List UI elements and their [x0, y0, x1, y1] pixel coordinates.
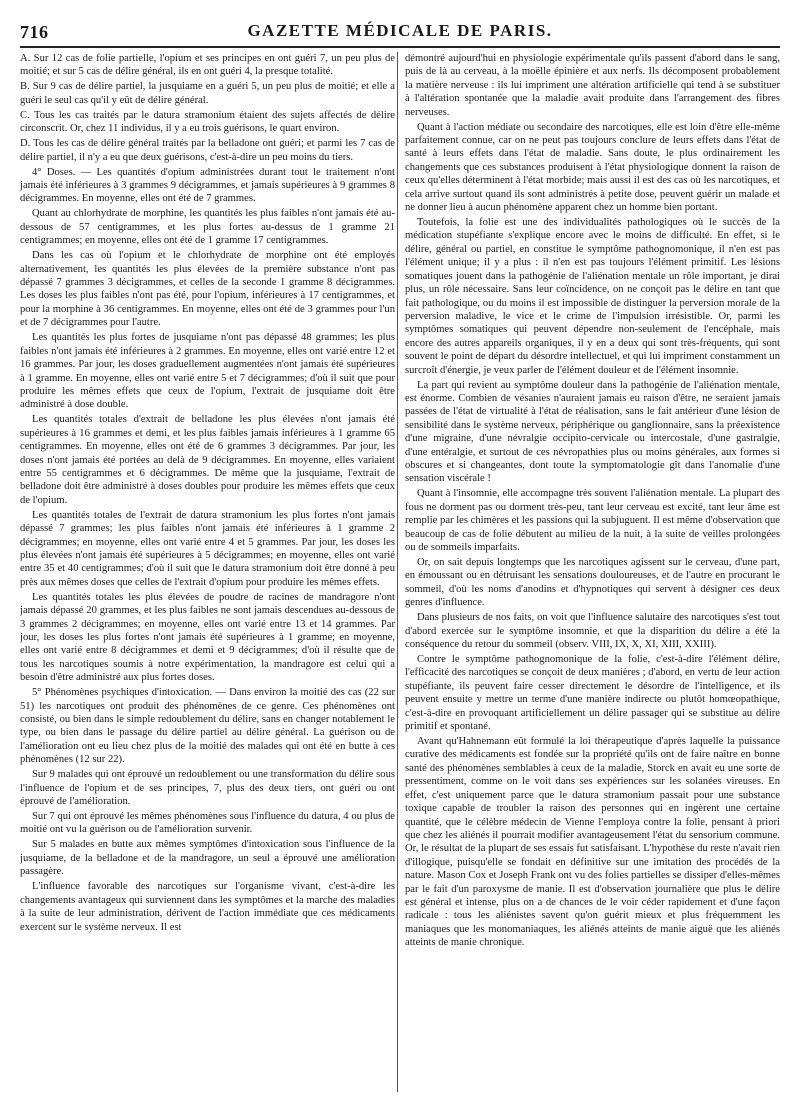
paragraph: démontré aujourd'hui en physiologie expérimentale qu'ils passent d'abord dans le sang, puis de là au cerveau, à la moëlle épinière et aux nerfs. Ils décomposent probablement la matière nerveuse : ils lui impriment une altération artificielle qui tend à se substituer à l'altération spontanée que la maladie avait produite dans l'arrangement des fibres nerveuses. [405, 53, 780, 118]
paragraph: Sur 5 malades en butte aux mêmes symptômes d'intoxication sous l'influence de la jusquiame, de la belladone et de la mandragore, un seul a éprouvé une amélioration passagère. [20, 839, 395, 878]
paragraph: C. Tous les cas traités par le datura stramonium étaient des sujets affectés de délire circonscrit. Or, chez 11 individus, il y a eu trois guérisons, le quart environ. [20, 109, 395, 135]
paragraph: Les quantités les plus fortes de jusquiame n'ont pas dépassé 48 grammes; les plus faibles n'ont jamais été inférieures à 2 grammes. En moyenne, elles ont varié entre 12 et 16 grammes. Par jour, les doses graduellement augmentées n'ont jamais été supérieures à 1 gramme. En moyenne, elles ont varié entre 5 et 7 décigrammes; d'où il suit que pour produire les mêmes effets que ceux de l'opium, l'extrait de jusquiame doit être administré à dose double. [20, 332, 395, 411]
paragraph: 4° Doses. — Les quantités d'opium administrées durant tout le traitement n'ont jamais été inférieures à 3 grammes 9 décigrammes, et jamais supérieures à 9 grammes 8 décigrammes. En moyenne, elles ont été de 7 grammes. [20, 166, 395, 205]
paragraph: Dans les cas où l'opium et le chlorhydrate de morphine ont été employés alternativement, les quantités les plus élevées de la première substance n'ont pas dépassé 7 grammes 3 décigrammes, et celles de la seconde 1 gramme 8 décigrammes. Les doses les plus faibles n'ont pas été, pour l'opium, inférieures à 17 centigrammes, et pour la morphine à 36 centigrammes. En moyenne, elles ont été de 3 grammes pour l'un et de 7 décigrammes pour l'autre. [20, 250, 395, 329]
paragraph: Quant à l'action médiate ou secondaire des narcotiques, elle est loin d'être elle-même parfaitement connue, car on ne peut pas toujours conclure de leurs effets dans l'état de santé à leurs effets dans l'état de maladie. Sans doute, le plus ordinairement les changements que ces substances produisent à l'état physiologique donnent la raison de ceux qu'elles déterminent à l'état morbide; mais aussi il est des cas où les narcotiques, et cela arrive surtout quand ils sont administrés à petite dose, peuvent guérir un malade et ne donner lieu à aucun phénomène apparent chez un homme bien portant. [405, 121, 780, 214]
paragraph: Les quantités totales les plus élevées de poudre de racines de mandragore n'ont jamais dépassé 20 grammes, et les plus faibles ne sont jamais descendues au-dessous de 3 grammes 2 décigrammes; en moyenne, elles ont varié entre 13 et 14 grammes. Par jour, les doses les plus fortes n'ont jamais été supérieures à 1 gramme; en moyenne, elles ont varié entre 8 décigrammes et demi et 9 décigrammes; d'où il résulte que de tous les narcotiques soumis à notre expérimentation, la mandragore est celui qui a besoin d'être administré aux plus fortes doses. [20, 591, 395, 684]
page-header [20, 14, 780, 44]
paragraph: Avant qu'Hahnemann eût formulé la loi thérapeutique d'après laquelle la puissance curative des médicaments est fondée sur la propriété qu'ils ont de faire naître en bonne santé des phénomènes semblables à ceux de la maladie, Storck en avait eu une sorte de pressentiment, comme on le voit dans ses expériences sur les solanées vireuses. En effet, c'est uniquement parce que le datura stramonium passait pour une substance toxique capable de troubler la raison des personnes qui en ingèrent une certaine quantité, que le célèbre médecin de Vienne l'employa contre la folie, pensant à priori que chez les aliénés il pourrait modifier avantageusement l'état du sensorium commune. Or, le résultat de la plupart de ses essais fut satisfaisant. L'hypothèse du reste n'avait rien d'illogique, puisqu'elle se fondait en définitive sur une imitation des procédés de la nature. Mason Cox et Joseph Frank ont vu des folies partielles se dissiper d'elles-mêmes par le fait d'un paroxysme de manie. Il est d'observation journalière que plus le délire est général et intense, plus on a de chances de le voir céder rapidement et d'une façon radicale : tous les aliénistes savent qu'on guérit mieux et plus fréquemment les maniaques que les monomaniaques, les aliénés atteints de manie aiguë que les aliénés atteints de manie chronique. [405, 736, 780, 949]
paragraph: Quant au chlorhydrate de morphine, les quantités les plus faibles n'ont jamais été au-dessous de 57 centigrammes, et les plus fortes au-dessus de 1 gramme 21 centigrammes; en moyenne, elles ont été de 1 gramme 17 centigrammes. [20, 208, 395, 247]
paragraph: Sur 7 qui ont éprouvé les mêmes phénomènes sous l'influence du datura, 4 ou plus de moitié ont vu la guérison ou de l'amélioration survenir. [20, 811, 395, 836]
paragraph: 5° Phénomènes psychiques d'intoxication. — Dans environ la moitié des cas (22 sur 51) les narcotiques ont produit des phénomènes de ce genre. Ces phénomènes ont consisté, ou bien dans le simple redoublement du délire, sans en changer notablement le type, ou bien dans le passage du délire partiel au délire général. La guérison ou de l'amélioration ont eu lieu chez plus de la moitié des malades qui ont été en butte à ces phénomènes (12 sur 22). [20, 687, 395, 766]
paragraph: Sur 9 malades qui ont éprouvé un redoublement ou une transformation du délire sous l'influence de l'opium et de ses principes, 7, plus des deux tiers, ont guéri ou ont éprouvé de l'amélioration. [20, 769, 395, 808]
paragraph: Toutefois, la folie est une des individualités pathologiques où le succès de la médication stupéfiante s'explique encore avec le moins de difficulté. En effet, si le délire, général ou partiel, en constitue le symptôme pathognomonique, il n'en est pas l'élément unique; il y a plus : il n'en est pas toujours l'élément primitif. Les lésions somatiques jouent dans la pathogénie de l'aliénation mentale un rôle important, je dirai plus, un rôle nécessaire. Sans leur coïncidence, on ne conçoit pas le délire en tant que fait pathologique, ou du moins il est impossible de distinguer la perversion morale de la perversion maladive, le vice et le crime de l'impulsion irrésistible. Or, parmi les symptômes somatiques qui peuvent dépendre non-seulement de l'encéphale, mais encore des autres appareils organiques, il y en a deux qui sont très-fréquents, qui sont souvent le point de départ du désordre intellectuel, et qui lui impriment constamment un surcroît d'énergie, je veux parler de l'élément douleur et de l'élément insomnie. [405, 217, 780, 376]
paragraph: Dans plusieurs de nos faits, on voit que l'influence salutaire des narcotiques s'est tout d'abord exercée sur le symptôme insomnie, et que la disparition du délire a été la conséquence du retour du sommeil (observ. VIII, IX, X, XI, XIII, XXIII). [405, 612, 780, 651]
paragraph: A. Sur 12 cas de folie partielle, l'opium et ses principes en ont guéri 7, un peu plus de moitié; et sur 5 cas de délire général, ils en ont guéri 4, la presque totalité. [20, 53, 395, 78]
page-number: 716 [20, 22, 49, 42]
paragraph: L'influence favorable des narcotiques sur l'organisme vivant, c'est-à-dire les changements avantageux qui surviennent dans les symptômes et la marche des maladies à la suite de leur administration, dérivent de l'action immédiate que ces médicaments exercent sur le système nerveux. Il est [20, 881, 395, 933]
paragraph: D. Tous les cas de délire général traités par la belladone ont guéri; et parmi les 7 cas de délire partiel, il n'y a eu que deux guérisons, c'est-à-dire un peu moins du tiers. [20, 138, 395, 163]
paragraph: Or, on sait depuis longtemps que les narcotiques agissent sur le cerveau, d'une part, en émoussant ou en détruisant les sensations douloureuses, et de l'autre en procurant le sommeil, d'où les noms d'anodins et d'hypnotiques qui servent à désigner ces deux genres d'influence. [405, 557, 780, 609]
right-column [405, 52, 780, 1092]
paragraph: Les quantités totales d'extrait de belladone les plus élevées n'ont jamais été supérieures à 16 grammes et demi, et les plus faibles jamais inférieures à 1 gramme 65 centigrammes. En moyenne, elles ont été de 6 grammes 3 décigrammes. Par jour, les doses n'ont jamais été portées au delà de 9 décigrammes. En moyenne, elles variaient entre 55 centigrammes et 6 décigrammes. De même que la jusquiame, l'extrait de belladone doit être administré à doses doubles pour produire les mêmes effets que ceux de l'opium. [20, 414, 395, 506]
paragraph: B. Sur 9 cas de délire partiel, la jusquiame en a guéri 5, un peu plus de moitié; et elle a guéri le seul cas qu'il y eût de délire général. [20, 81, 395, 106]
left-column [20, 52, 395, 1092]
paragraph: Les quantités totales de l'extrait de datura stramonium les plus fortes n'ont jamais dépassé 7 grammes; les plus faibles n'ont jamais été inférieures à 1 gramme 2 décigrammes; en moyenne, elles ont varié entre 4 et 5 grammes. Par jour, les doses les plus élevées n'ont jamais été supérieures à 5 décigrammes; en moyenne, elles ont varié entre 35 et 40 centigrammes; d'où il suit que le datura stramonium doit être donné à peu près aux mêmes doses que celles de l'extrait d'opium pour produire les mêmes effets. [20, 509, 395, 588]
paragraph: La part qui revient au symptôme douleur dans la pathogénie de l'aliénation mentale, est énorme. Combien de vésanies n'auraient jamais eu raison d'être, ne seraient jamais passées de l'état de virtualité à l'état de réalisation, sans le fait antérieur d'une lésion de sensibilité dans le système nerveux, périphérique ou ganglionnaire, sans la préexistence d'une migraine, d'une névralgie occipito-cervicale ou intercostale, d'une gastralgie, d'une entéralgie, et surtout de ces névropathies plus ou moins générales, aux formes si obscures et si changeantes, dont toute la symptomatologie gît dans l'anomalie d'une sensation viscérale ! [405, 379, 780, 485]
column-divider [397, 52, 398, 1092]
paragraph: Quant à l'insomnie, elle accompagne très souvent l'aliénation mentale. La plupart des fous ne dorment pas ou dorment très-peu, tant leur cerveau est excité, tant leur âme est remplie par les chimères et les passions qui la subjuguent. Il est même d'observation que beaucoup de cas de folie débutent au milieu de la nuit, à la suite de veilles prolongées ou de sommeils imparfaits. [405, 488, 780, 553]
header-rule [20, 46, 780, 48]
journal-title: GAZETTE MÉDICALE DE PARIS. [247, 21, 553, 40]
paragraph: Contre le symptôme pathognomonique de la folie, c'est-à-dire l'élément délire, l'efficacité des narcotiques se conçoit de deux manières ; d'abord, en vertu de leur action stupéfiante, ils peuvent faire cesser directement le désordre de l'intelligence, et ils peuvent ensuite y mettre un terme d'une manière indirecte ou plutôt homœopathique, c'est-à-dire en provoquant artificiellement un délire passager qui se substitue au délire primitif et spontané. [405, 654, 780, 733]
